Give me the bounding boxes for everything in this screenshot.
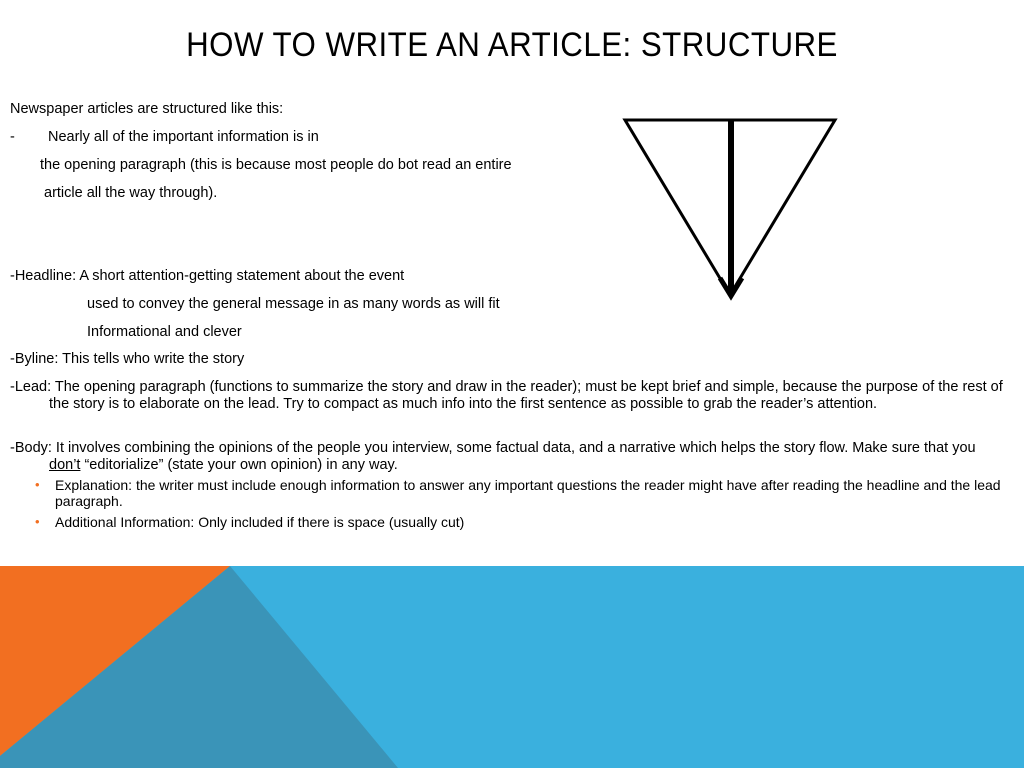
bullet-item-additional-info	[35, 514, 1010, 530]
point1-line2: the opening paragraph (this is because most people do bot read an entire	[40, 157, 512, 173]
intro-text: Newspaper articles are structured like this:	[10, 101, 284, 117]
bullet-text: Explanation: the writer must include enough information to answer any important questions the reader might have after reading the headline and the lead paragraph.	[55, 477, 1001, 509]
lead-text: -Lead: The opening paragraph (functions to summarize the story and draw in the reader); must be kept brief and simple, because the purpose of the rest of the story is to elaborate on the lead. Try to compact as much info into the first sentence as possible to grab the reader’s attention.	[10, 379, 1003, 412]
bullet-icon: •	[35, 477, 40, 492]
byline-text: -Byline: This tells who write the story	[10, 351, 245, 367]
headline-line3: Informational and clever	[87, 324, 242, 340]
headline-line2: used to convey the general message in as many words as will fit	[87, 296, 500, 312]
body-text-part2: “editorialize” (state your own opinion) in any way.	[80, 457, 398, 473]
lead-paragraph	[10, 379, 1010, 413]
bullet-text: Additional Information: Only included if there is space (usually cut)	[55, 514, 465, 530]
dash-marker: -	[10, 129, 15, 145]
body-text-part1: -Body: It involves combining the opinions of the people you interview, some factual data, and a narrative which helps the story flow. Make sure that you	[10, 440, 976, 456]
point1-line3: article all the way through).	[44, 185, 218, 201]
bullet-item-explanation	[35, 477, 1010, 509]
decorative-footer	[0, 566, 1024, 768]
inverted-pyramid-icon	[615, 110, 845, 305]
point1-line1: Nearly all of the important information is in	[48, 129, 319, 145]
body-text	[10, 440, 1010, 474]
bullet-list	[35, 477, 1010, 535]
headline-line1: -Headline: A short attention-getting statement about the event	[10, 268, 405, 284]
bullet-icon: •	[35, 514, 40, 529]
slide-title: HOW TO WRITE AN ARTICLE: STRUCTURE	[186, 26, 838, 64]
body-paragraph	[10, 440, 1010, 474]
body-text-emphasis: don’t	[49, 457, 81, 473]
